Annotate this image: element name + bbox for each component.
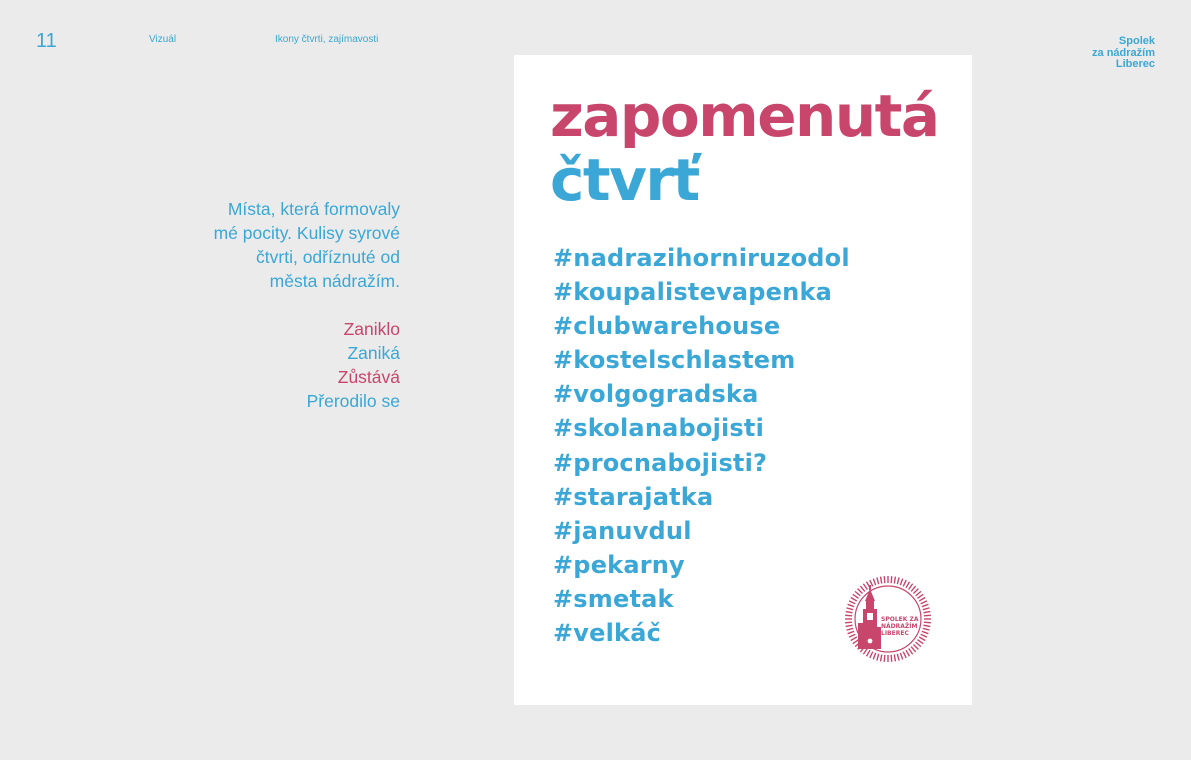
stamp-line: NÁDRAŽÍM <box>881 623 918 630</box>
state-item: Zaniká <box>347 343 400 363</box>
hashtag-item: #nadrazihorniruzodol <box>553 244 850 272</box>
poster-title-line2: čtvrť <box>550 146 699 214</box>
hashtag-item: #januvdul <box>553 516 692 545</box>
org-line: Liberec <box>1115 58 1155 70</box>
intro-line: mé pocity. Kulisy syrové <box>213 223 400 243</box>
intro-line: města nádražím. <box>269 271 400 291</box>
subsection-label: Ikony čtvrti, zajímavosti <box>275 34 379 45</box>
hashtag-item: #kostelschlastem <box>553 346 796 375</box>
org-line: Spolek <box>1118 35 1155 47</box>
state-item: Zaniklo <box>343 319 400 339</box>
hashtag-item: #pekarny <box>553 550 685 579</box>
intro-line: Místa, která formovaly <box>227 199 400 219</box>
section-label: Vizuál <box>149 34 177 45</box>
poster-title-line1: zapomenutá <box>550 82 939 150</box>
intro-line: čtvrti, odříznuté od <box>256 247 400 267</box>
org-line: za nádražím <box>1092 46 1155 59</box>
spolek-stamp-logo <box>844 575 932 663</box>
state-item: Přerodilo se <box>306 391 400 411</box>
hashtag-item: #volgogradska <box>553 380 759 409</box>
hashtag-item: #smetak <box>553 584 674 613</box>
state-item: Zůstává <box>337 367 400 387</box>
poster <box>514 55 972 705</box>
page-number: 11 <box>36 30 57 52</box>
stamp-line: LIBEREC <box>881 630 909 637</box>
states-list <box>160 317 400 413</box>
hashtag-item: #velkáč <box>553 619 662 648</box>
hashtag-item: #clubwarehouse <box>553 312 781 341</box>
hashtag-list <box>553 241 850 650</box>
intro-text <box>160 197 400 413</box>
organization-name <box>1092 36 1155 71</box>
hashtag-item: #starajatka <box>553 482 714 511</box>
stamp-line: SPOLEK ZA <box>881 616 919 623</box>
hashtag-item: #koupalistevapenka <box>553 278 833 307</box>
hashtag-item: #procnabojisti? <box>553 448 768 477</box>
hashtag-item: #skolanabojisti <box>553 414 765 443</box>
